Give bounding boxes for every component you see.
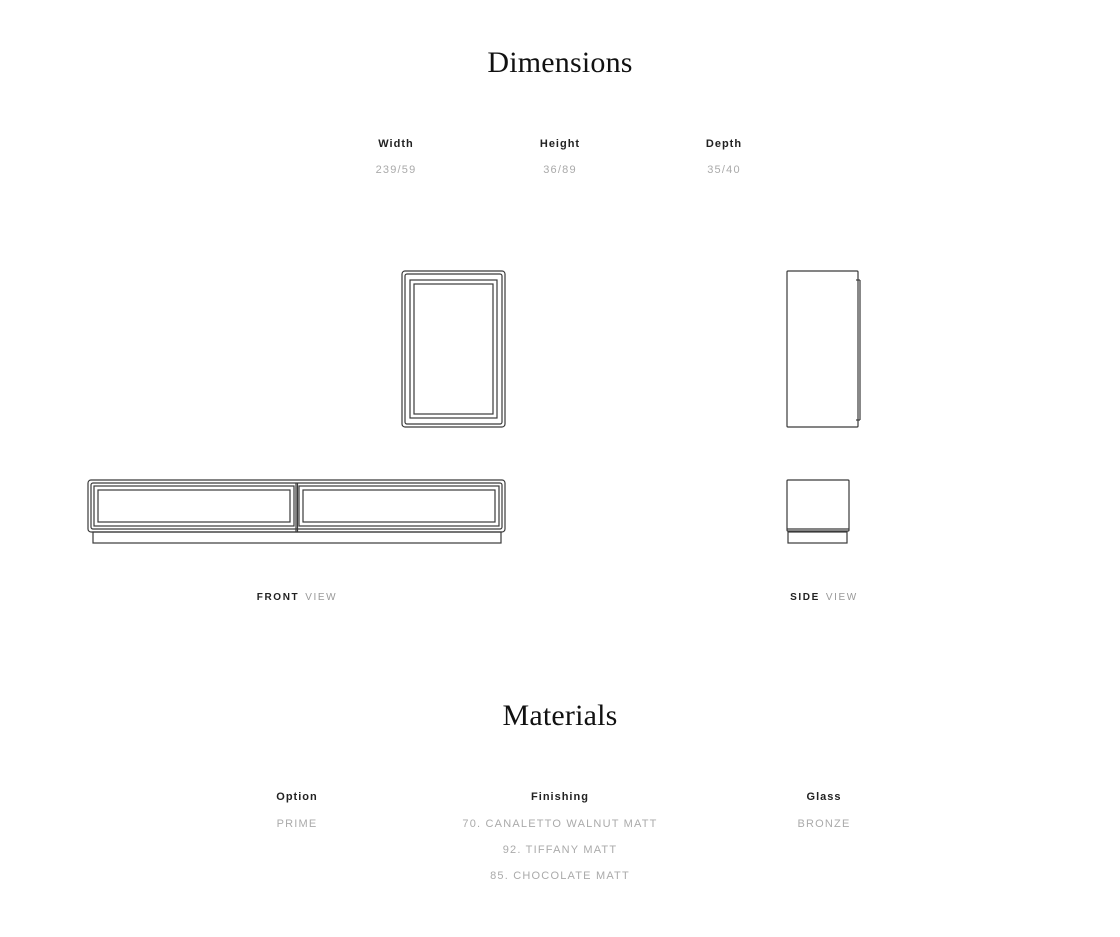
dimensions-title: Dimensions: [487, 46, 633, 79]
front-view-caption-strong: FRONT: [256, 592, 300, 603]
materials-option: [167, 791, 427, 837]
spec-depth-label: Depth: [705, 138, 743, 150]
side-view-caption: [724, 592, 924, 603]
list-item: PRIME: [276, 818, 318, 830]
spec-width-label: Width: [378, 138, 414, 150]
side-view-caption-light: VIEW: [825, 592, 858, 603]
materials-glass-values: [694, 811, 954, 837]
list-item: 85. CHOCOLATE MATT: [490, 870, 630, 882]
materials-finishing-label: Finishing: [531, 791, 589, 803]
spec-width-value: 239/59: [375, 164, 417, 176]
materials-glass-label: Glass: [806, 791, 842, 803]
materials-glass: [694, 791, 954, 837]
list-item: BRONZE: [797, 818, 851, 830]
front-view-caption: [197, 592, 397, 603]
materials-option-values: [167, 811, 427, 837]
front-view-lower-cabinet: [88, 480, 505, 543]
side-view-caption-strong: SIDE: [790, 592, 820, 603]
materials-option-label: Option: [276, 791, 318, 803]
materials-finishing: [430, 791, 690, 889]
materials-title: Materials: [502, 699, 618, 732]
spec-height-label: Height: [539, 138, 581, 150]
side-view-lower-cabinet: [787, 480, 849, 543]
front-view-upper-cabinet: [402, 271, 505, 427]
list-item: 92. TIFFANY MATT: [502, 844, 618, 856]
materials-finishing-values: [430, 811, 690, 889]
side-view-upper-cabinet: [787, 271, 860, 427]
front-view-caption-light: VIEW: [305, 592, 338, 603]
list-item: 70. CANALETTO WALNUT MATT: [462, 818, 658, 830]
spec-height-value: 36/89: [543, 164, 577, 176]
spec-depth-value: 35/40: [707, 164, 741, 176]
